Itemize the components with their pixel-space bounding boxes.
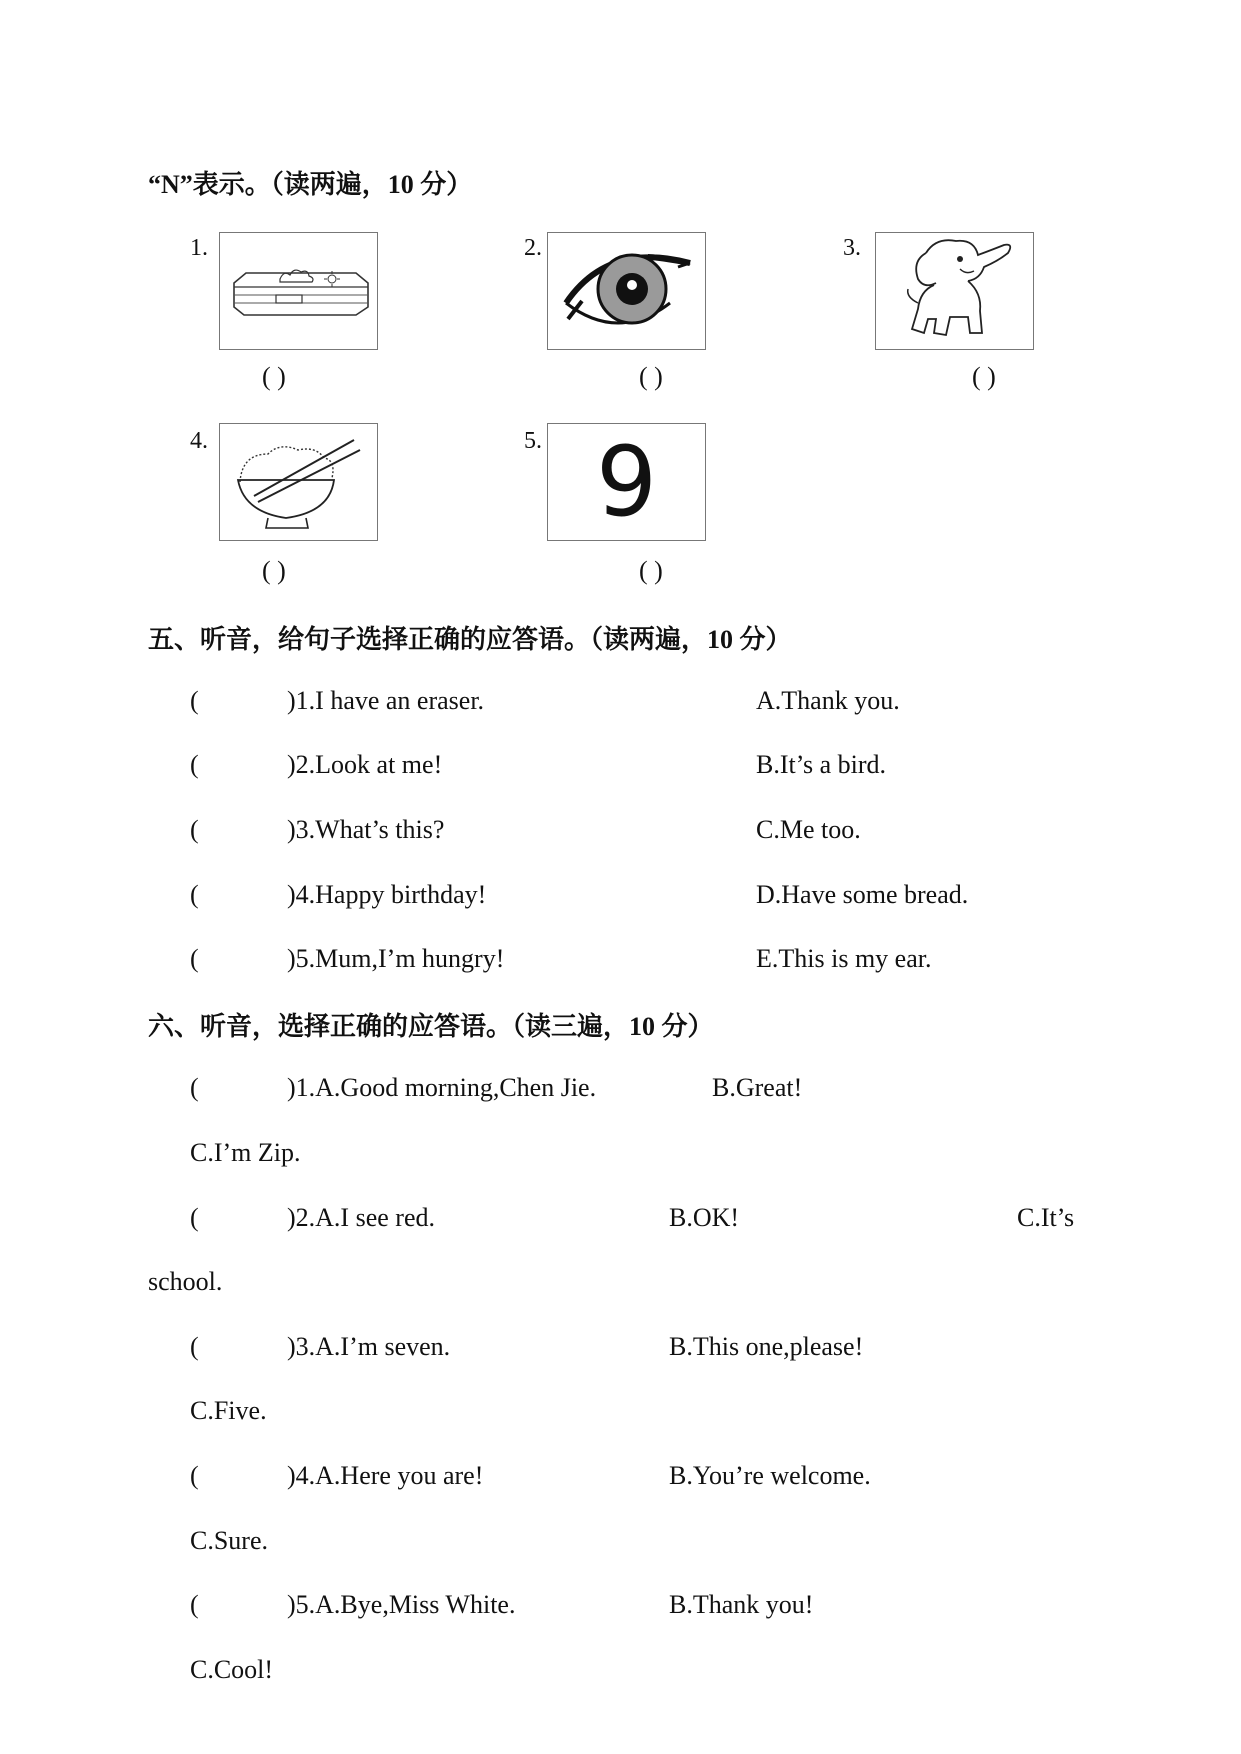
s5-q5-blank[interactable]: ( [190, 944, 199, 973]
eye-icon [547, 232, 706, 350]
section4-header: “N”表示。（读两遍，10 分） [148, 170, 473, 199]
s6-q2-option-c: C.It’s [1017, 1203, 1075, 1232]
item-5-answer-blank[interactable]: ( ) [639, 556, 663, 585]
s5-q3-blank[interactable]: ( [190, 815, 199, 844]
item-1-answer-blank[interactable]: ( ) [262, 362, 286, 391]
s6-q1-option-a: )1.A.Good morning,Chen Jie. [287, 1073, 597, 1102]
section5-header: 五、听音，给句子选择正确的应答语。（读两遍，10 分） [148, 625, 792, 654]
item-4-number: 4. [190, 428, 208, 454]
section6-header: 六、听音，选择正确的应答语。（读三遍，10 分） [148, 1012, 714, 1041]
s6-q2-option-b: B.OK! [669, 1203, 740, 1232]
s6-q5-blank[interactable]: ( [190, 1590, 199, 1619]
item-3-number: 3. [843, 235, 861, 261]
s5-answer-c: C.Me too. [756, 815, 861, 844]
s5-answer-d: D.Have some bread. [756, 880, 969, 909]
s6-q3-option-b: B.This one,please! [669, 1332, 864, 1361]
item-4-answer-blank[interactable]: ( ) [262, 556, 286, 585]
s6-q4-option-a: )4.A.Here you are! [287, 1461, 484, 1490]
s5-answer-e: E.This is my ear. [756, 944, 932, 973]
s5-q4-blank[interactable]: ( [190, 880, 199, 909]
rice-bowl-icon [219, 423, 378, 541]
s5-q1-blank[interactable]: ( [190, 686, 199, 715]
s5-q2-text: )2.Look at me! [287, 750, 443, 779]
item-3-answer-blank[interactable]: ( ) [972, 362, 996, 391]
s5-answer-a: A.Thank you. [756, 686, 900, 715]
s6-q1-blank[interactable]: ( [190, 1073, 199, 1102]
item-2-number: 2. [524, 235, 542, 261]
digit-nine: 9 [595, 426, 658, 538]
item-1-number: 1. [190, 235, 208, 261]
s6-q5-option-c: C.Cool! [190, 1655, 274, 1684]
s6-q2-blank[interactable]: ( [190, 1203, 199, 1232]
s5-q3-text: )3.What’s this? [287, 815, 445, 844]
s6-q2-option-c-cont: school. [148, 1267, 223, 1296]
s6-q5-option-b: B.Thank you! [669, 1590, 814, 1619]
s6-q3-blank[interactable]: ( [190, 1332, 199, 1361]
nine-picture [547, 423, 706, 541]
item-2-answer-blank[interactable]: ( ) [639, 362, 663, 391]
s6-q1-option-c: C.I’m Zip. [190, 1138, 301, 1167]
pencil-box-icon [219, 232, 378, 350]
s5-q2-blank[interactable]: ( [190, 750, 199, 779]
s5-answer-b: B.It’s a bird. [756, 750, 886, 779]
s5-q4-text: )4.Happy birthday! [287, 880, 487, 909]
s5-q5-text: )5.Mum,I’m hungry! [287, 944, 505, 973]
s5-q1-text: )1.I have an eraser. [287, 686, 485, 715]
elephant-icon [875, 232, 1034, 350]
s6-q4-option-b: B.You’re welcome. [669, 1461, 871, 1490]
s6-q1-option-b: B.Great! [712, 1073, 803, 1102]
s6-q3-option-c: C.Five. [190, 1396, 267, 1425]
s6-q5-option-a: )5.A.Bye,Miss White. [287, 1590, 516, 1619]
s6-q3-option-a: )3.A.I’m seven. [287, 1332, 451, 1361]
s6-q4-option-c: C.Sure. [190, 1526, 268, 1555]
item-5-number: 5. [524, 428, 542, 454]
s6-q2-option-a: )2.A.I see red. [287, 1203, 435, 1232]
s6-q4-blank[interactable]: ( [190, 1461, 199, 1490]
